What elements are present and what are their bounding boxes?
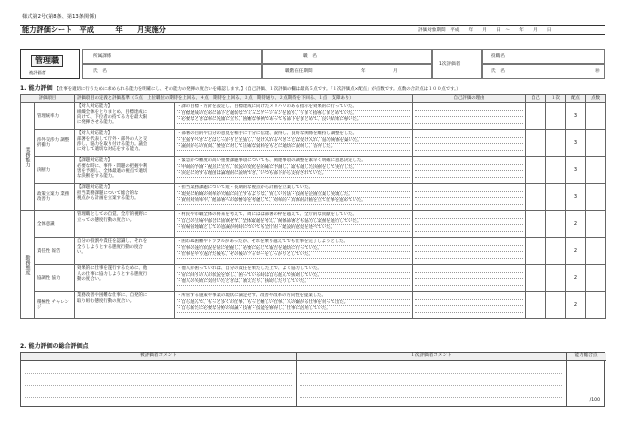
self-score-input[interactable] <box>526 211 546 238</box>
divider <box>25 397 292 398</box>
post-field[interactable]: 職 名 <box>262 49 432 64</box>
criteria-line: ・常に回りの人の状況を察し、困っている時は自ら進んで援助していた。 <box>177 273 410 280</box>
item-definition <box>75 184 175 211</box>
total-header: 能力総合点 <box>566 353 606 361</box>
criteria-cell <box>175 292 413 319</box>
weight-value: 2 <box>566 265 586 292</box>
criteria-cell <box>175 211 413 238</box>
first-score-input[interactable] <box>546 130 566 157</box>
definition-line: 担当業務課題について総合的な <box>77 190 139 196</box>
table-row <box>21 238 606 265</box>
table-row <box>21 211 606 238</box>
score-cell <box>586 157 606 184</box>
weight-value: 2 <box>566 211 586 238</box>
first-score-input[interactable] <box>546 184 566 211</box>
weight-value: 3 <box>566 184 586 211</box>
criteria-line: ・中期的予測・視点に立ち、状況の変化を的確に予測し、最も適した決断をして実行した。 <box>177 165 410 172</box>
item-definition <box>75 265 175 292</box>
criteria-line: ・決定に対する理由は論理的に説明でき、いつも部下から支持されていた。 <box>177 171 410 178</box>
weight-value: 3 <box>566 103 586 130</box>
table-header <box>21 95 606 103</box>
item-name: 管理統率力 <box>35 103 75 130</box>
criteria-line: ・他人の失敗に気付いたときは、教えたり、援助したりしていた。 <box>177 279 410 286</box>
item-definition <box>75 292 175 319</box>
comment-area <box>20 352 605 407</box>
score-cell <box>586 211 606 238</box>
table-row <box>21 265 606 292</box>
definition-line: な決断をする能力。 <box>77 174 117 180</box>
criteria-line: ・役場管理職としての意識が何時についても全庁的・建設的意見を述べていた。 <box>177 225 410 232</box>
self-comment-header: 被評価者コメント <box>21 353 296 361</box>
criteria-cell <box>175 130 413 157</box>
definition-line: 【課題対応能力】 <box>77 158 113 164</box>
criteria-line: ・議員からの質問、要望に対して正確な資料をもとに適切に説明し、答弁した。 <box>177 144 410 151</box>
item-name: 積極性 チャレンジ <box>35 292 75 319</box>
definition-line: 立っての態度行動の度合い。 <box>77 217 135 223</box>
criteria-line: ・自己の立場や都合に固執せず、全体最適を考え、関係部署とも協力し業務を進行していた。 <box>177 219 410 226</box>
definition-line: 部署を代表して庁外・部外の人と交 <box>77 136 148 142</box>
criteria-cell <box>175 103 413 130</box>
score-cell <box>586 184 606 211</box>
self-score-input[interactable] <box>526 265 546 292</box>
dept-field[interactable]: 所属課係 <box>82 49 262 64</box>
definition-line: 【対人対応能力】 <box>77 104 113 110</box>
criteria-line: ・所管する施策や事業の現状に満足せず、改善や改革の方向性を提案した。 <box>177 293 410 300</box>
definition-line: 組織全体をとりまとめ、目標達成に <box>77 109 148 115</box>
reason-input[interactable] <box>413 184 526 211</box>
weight-value: 2 <box>566 238 586 265</box>
name-field[interactable]: 氏 名 <box>82 64 262 79</box>
criteria-cell <box>175 157 413 184</box>
definition-line: 必要な時に、事件・問題の把握や利 <box>77 163 148 169</box>
definition-line: 渉し、協力を取り付ける能力。議会 <box>77 141 148 147</box>
first-score-input[interactable] <box>546 238 566 265</box>
rater-post-field[interactable]: 役職名 <box>482 49 605 64</box>
table-row <box>21 292 606 319</box>
item-definition <box>75 130 175 157</box>
first-score-input[interactable] <box>546 211 566 238</box>
th-score: 点数 <box>586 95 606 103</box>
item-definition <box>75 211 175 238</box>
criteria-line: ・自ら進んで、もっと多くの仕事、もっと難しい仕事、人の嫌がる仕事を買って出た。 <box>177 300 410 307</box>
definition-line: 【対人対応能力】 <box>77 131 113 137</box>
criteria-line: ・必要なときは率に先頭に立ち、困難な事例であっても部下をまとめて、良い結果に導いた。 <box>177 117 410 124</box>
definition-line: 取り組む態度行動の度合い。 <box>77 298 135 304</box>
divider <box>25 385 292 386</box>
definition-line: 【課題対応能力】 <box>77 185 113 191</box>
first-comment-header: １次評価者コメント <box>296 353 566 361</box>
table-row <box>21 103 606 130</box>
th-item: 評価項目 <box>21 95 75 103</box>
reason-input[interactable] <box>413 211 526 238</box>
criteria-line: ・他人が困っていれば、自分の責任を果たした上で、よく協力していた。 <box>177 266 410 273</box>
seal-mark: ㊞ <box>595 69 600 74</box>
criteria-line: ・現実に組織の効率が大幅に向上するような、質しい方法・技術を企画立案し実現した。 <box>177 192 410 199</box>
self-score-input[interactable] <box>526 238 546 265</box>
divider <box>296 353 297 406</box>
divider <box>300 385 562 386</box>
header-fields <box>20 49 605 81</box>
self-score-input[interactable] <box>526 157 546 184</box>
item-name: 全体意識 <box>35 211 75 238</box>
category-cell: 勤務態度 <box>21 211 35 319</box>
form-number: 様式第2号(第8条、第13条関係) <box>22 14 97 20</box>
rater-name-field[interactable]: 氏 名 ㊞ <box>482 64 605 79</box>
reason-input[interactable] <box>413 265 526 292</box>
first-score-input[interactable] <box>546 103 566 130</box>
definition-line: 業務改善や困難な仕事に、自発的に <box>77 293 148 299</box>
score-cell <box>586 238 606 265</box>
definition-line: 効果的に仕事を遂行するために、他 <box>77 266 148 272</box>
tenure-field[interactable]: 職階在任期間 年 月 <box>262 64 432 79</box>
item-definition <box>75 157 175 184</box>
criteria-line: ・困わぬ困難やトラブルがあったが、それを乗り越えてでも仕事を完了しようとした。 <box>177 239 410 246</box>
item-name: 責任性 報告 <box>35 238 75 265</box>
category-cell: 業務能力 <box>21 103 35 211</box>
definition-line: 視点から計画を立案する能力。 <box>77 195 139 201</box>
item-name: 協調性 協力 <box>35 265 75 292</box>
reason-input[interactable] <box>413 238 526 265</box>
score-cell <box>586 103 606 130</box>
weight-value: 3 <box>566 157 586 184</box>
self-score-input[interactable] <box>526 130 546 157</box>
section1-title: 1. 能力評価 【仕事を適切に行うために求められる能力を明確にし、その能力の発揮の度合いを確認します。】（自己評価、１次評価の欄は最高５点です。「１次評価点×配点」が点数です。点数の合計点は１００点です。） <box>20 85 461 92</box>
first-score-input[interactable] <box>546 292 566 319</box>
th-self: 自己 <box>526 95 546 103</box>
self-score-input[interactable] <box>526 184 546 211</box>
reason-input[interactable] <box>413 130 526 157</box>
first-score-input[interactable] <box>546 157 566 184</box>
table-row <box>21 157 606 184</box>
criteria-line: ・部署の目的や自分の意見を相手に十分に伝達、説得し、良好な関係を維持し調整をした。 <box>177 131 410 138</box>
definition-line: 自分の役割や責任を認識し、それを <box>77 239 148 245</box>
divider <box>300 397 562 398</box>
self-score-input[interactable] <box>526 292 546 319</box>
criteria-line: ・費用対効率や、他部署への影響等を考慮して、効率的・具体的計画を立て仕事を進めていた。 <box>177 198 410 205</box>
th-weight: 配点 <box>566 95 586 103</box>
first-score-input[interactable] <box>546 265 566 292</box>
section1-note: 【仕事を適切に行うために求められる能力を明確にし、その能力の発揮の度合いを確認します。】（自己評価、１次評価の欄は最高５点です。「１次評価点×配点」が点数です。点数の合計点は１００点です。） <box>54 87 461 92</box>
criteria-line: ・担当業務課題について短・長期的な視点から計画を立案していた。 <box>177 185 410 192</box>
role-box <box>20 49 80 79</box>
role-label: 管理職 <box>31 55 63 67</box>
criteria-cell <box>175 184 413 211</box>
title-bar <box>20 25 605 35</box>
role-sub: 被評価者 <box>29 70 46 75</box>
definition-line: 管理職としての自覚、全庁的視野に <box>77 212 148 218</box>
criteria-line: ・課の目標・方針を設定し、目標達成に向けたメリハリのある指示を効果的に行っていた。 <box>177 104 410 111</box>
self-score-input[interactable] <box>526 103 546 130</box>
criteria-line: ・村民や市職全体の将来を考えて、周にはは部署の枠を越えて、全庁的な貢献をしていた。 <box>177 212 410 219</box>
score-cell <box>586 292 606 319</box>
reason-input[interactable] <box>413 292 526 319</box>
score-cell <box>586 265 606 292</box>
divider <box>566 353 567 406</box>
criteria-line: ・仕事の遂行状況を常に把握し、必要に応じて報告を適切に行っていた。 <box>177 246 410 253</box>
definition-line: 全うしようとする態度行動の度合 <box>77 244 143 250</box>
divider <box>25 373 292 374</box>
th-criteria: 評価項目の定義と評価基準（５点 上位職位の期待を上回る、４点 期待を上回る、３点 期待通り、２点期待を下回る、１点 支障あり） <box>75 95 413 103</box>
first-rater-label: 1次評価者 <box>432 49 482 79</box>
item-name: 決断力 <box>35 157 75 184</box>
item-definition <box>75 103 175 130</box>
table-row <box>21 130 606 157</box>
total-score-field[interactable] <box>569 363 603 393</box>
th-first: １次 <box>546 95 566 103</box>
criteria-cell <box>175 238 413 265</box>
criteria-line: ・仕事をやり遂げた後も、その後のフォローをしっかりとしていた。 <box>177 252 410 259</box>
item-name: 政策立案力 業務改善力 <box>35 184 75 211</box>
weight-value: 3 <box>566 130 586 157</box>
definition-line: に発揮させる能力。 <box>77 120 117 126</box>
evaluation-period: 評価対象期間 平成 年 月 日 ～ 年 月 日 <box>418 28 552 33</box>
th-reason: 自己評価の理由 <box>413 95 526 103</box>
score-cell <box>586 130 606 157</box>
criteria-line: ・自ら新たに必要な分野の知識・技術・技能を修得し、仕事に活用していた。 <box>177 306 410 313</box>
reason-input[interactable] <box>413 103 526 130</box>
item-name: 渉外交渉力 調整折衝力 <box>35 130 75 157</box>
definition-line: 動の度合い。 <box>77 276 104 282</box>
definition-line: 人の仕事に協力しようとする態度行 <box>77 271 148 277</box>
item-definition <box>75 238 175 265</box>
weight-value: 2 <box>566 292 586 319</box>
definition-line: 向けて、下位者の持てる力を最大限 <box>77 114 148 120</box>
reason-input[interactable] <box>413 157 526 184</box>
section2-title: 2. 能力評価の総合評価点 <box>20 343 89 350</box>
total-denominator: /100 <box>589 397 600 403</box>
criteria-line: ・目標達成のために部下と適切なコミュニケーションを図り、うまく指導しまとめていた。 <box>177 111 410 118</box>
definition-line: い。 <box>77 249 86 255</box>
sheet-title: 能力評価シート 平成 年 月実施分 <box>22 25 166 34</box>
evaluation-table <box>20 94 606 319</box>
criteria-line: ・主張すべきことはしっかりと主張し、受け入れるべきことは受け入れ、協力関係を築いた。 <box>177 138 410 145</box>
definition-line: に対して適切な対応をする能力。 <box>77 147 143 153</box>
definition-line: 害を予測し、全体最適の視点で適切 <box>77 168 148 174</box>
criteria-cell <box>175 265 413 292</box>
criteria-line: ・緊急かつ難度の高い重要課題事項についても、関連事項の調整を素早く明確に意思決定した。 <box>177 158 410 165</box>
table-row <box>21 184 606 211</box>
divider <box>300 373 562 374</box>
